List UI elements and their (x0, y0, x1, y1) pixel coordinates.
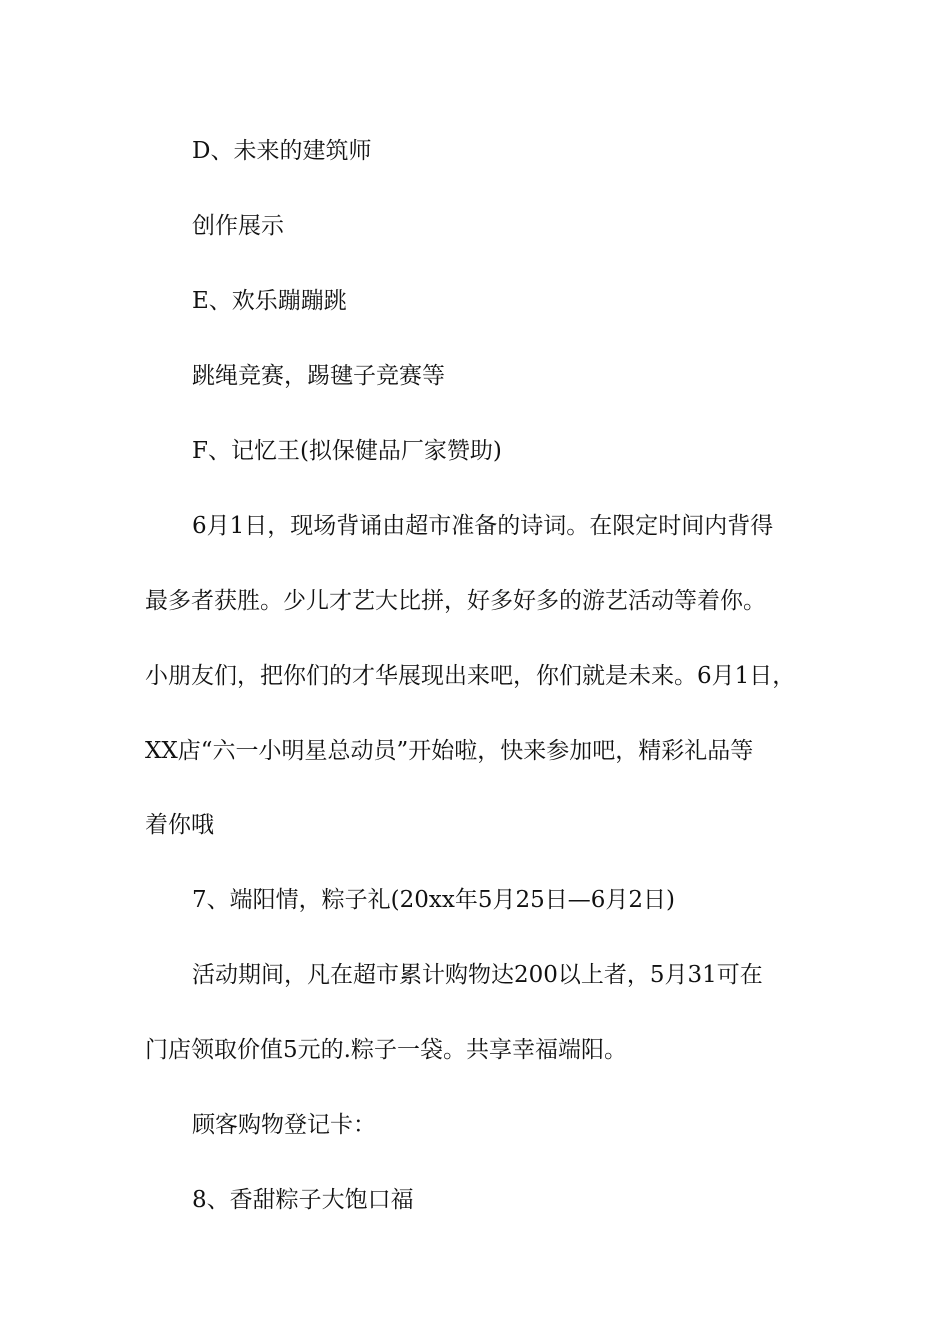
paragraph-line: 小朋友们，把你们的才华展现出来吧，你们就是未来。6月1日， (145, 663, 796, 689)
item-description-d: 创作展示 (192, 213, 284, 239)
registration-card-label: 顾客购物登记卡： (192, 1112, 376, 1138)
paragraph-line: 活动期间，凡在超市累计购物达200以上者，5月31可在 (192, 962, 763, 988)
item-heading-d: D、未来的建筑师 (192, 138, 372, 164)
paragraph-line: 最多者获胜。少儿才艺大比拼，好多好多的游艺活动等着你。 (145, 588, 766, 614)
section-heading-8: 8、香甜粽子大饱口福 (192, 1187, 414, 1213)
item-description-e: 跳绳竞赛，踢毽子竞赛等 (192, 363, 445, 389)
paragraph-line: XX店“六一小明星总动员”开始啦，快来参加吧，精彩礼品等 (145, 738, 754, 764)
paragraph-line: 6月1日，现场背诵由超市准备的诗词。在限定时间内背得 (192, 513, 774, 539)
paragraph-line: 门店领取价值5元的.粽子一袋。共享幸福端阳。 (145, 1037, 627, 1063)
paragraph-line: 着你哦 (145, 812, 214, 838)
item-heading-f: F、记忆王(拟保健品厂家赞助) (192, 438, 502, 464)
section-heading-7: 7、端阳情，粽子礼(20xx年5月25日—6月2日) (192, 887, 675, 913)
item-heading-e: E、欢乐蹦蹦跳 (192, 288, 347, 314)
